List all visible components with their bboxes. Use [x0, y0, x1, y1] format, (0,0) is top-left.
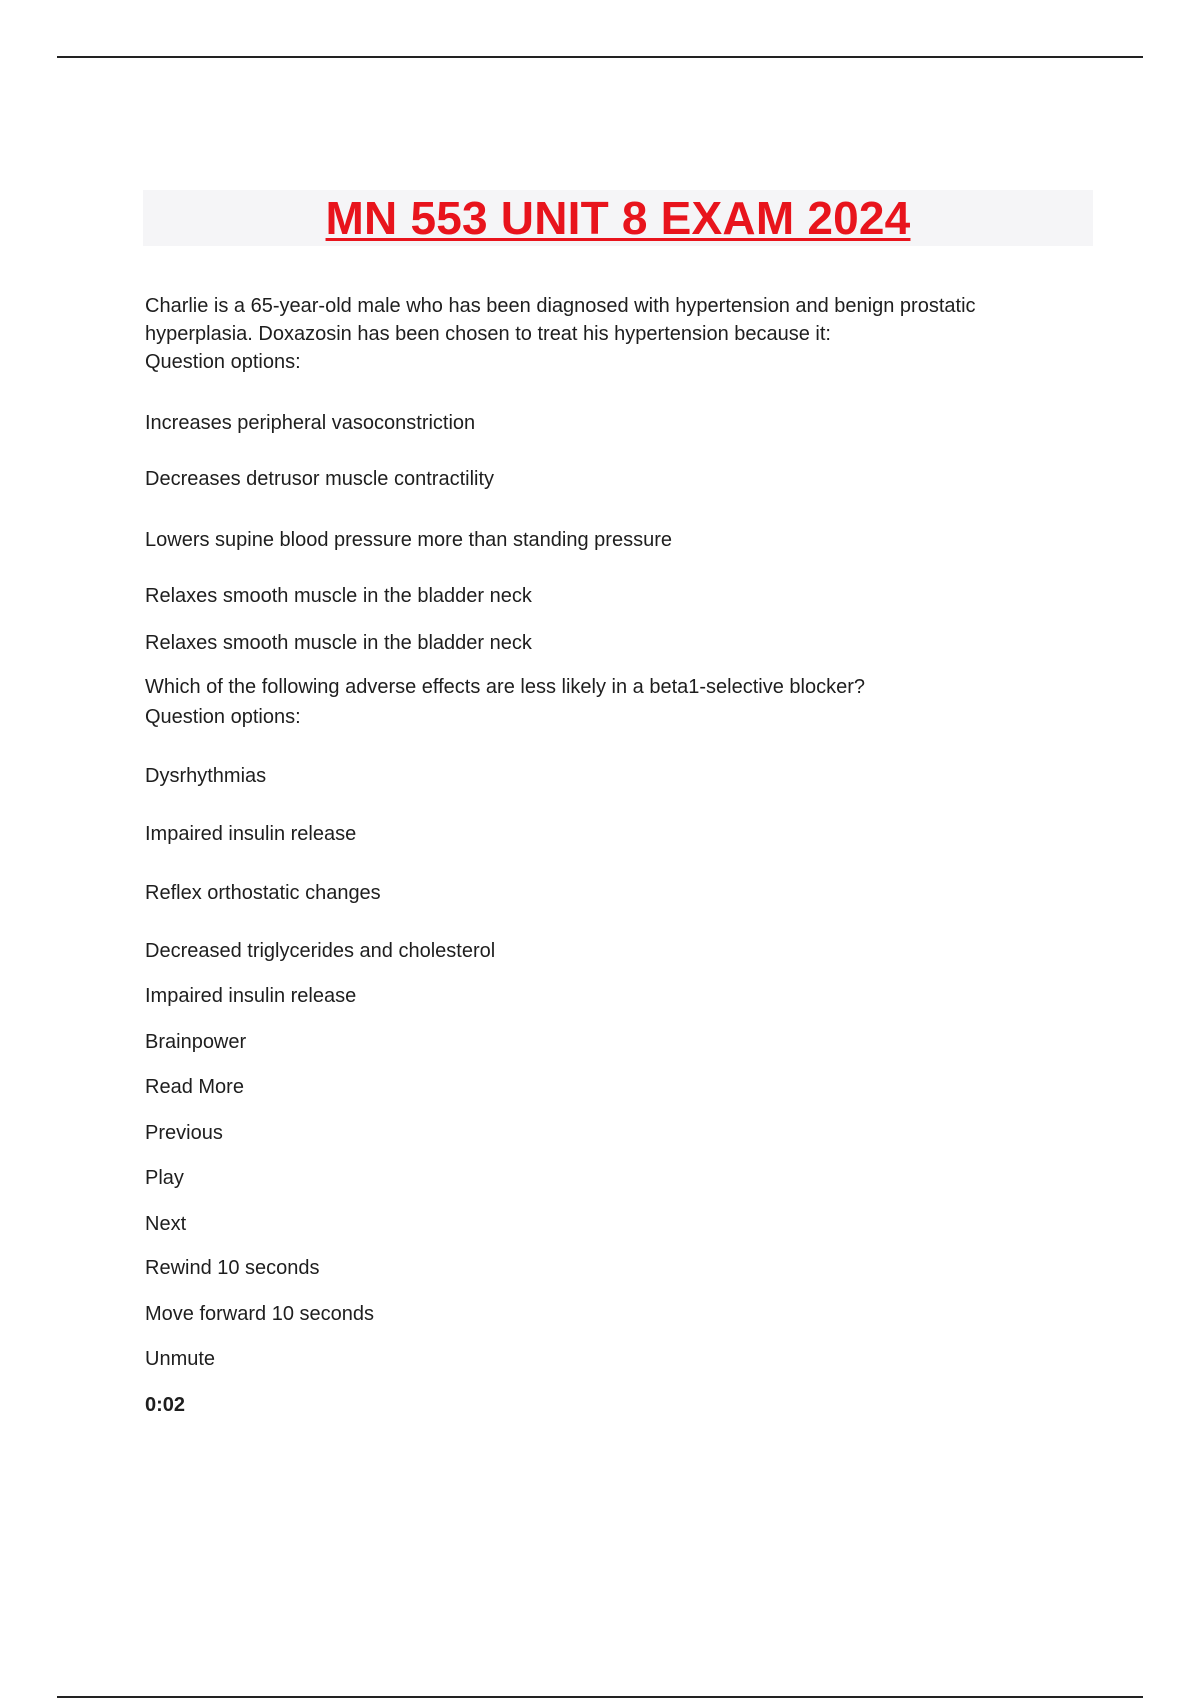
question-1-option: Decreases detrusor muscle contractility — [145, 468, 495, 490]
next-button[interactable]: Next — [145, 1213, 187, 1235]
player-brand-text: Brainpower — [145, 1031, 247, 1053]
bottom-rule — [57, 1696, 1143, 1698]
question-1-option: Increases peripheral vasoconstriction — [145, 412, 476, 434]
question-2-option: Impaired insulin release — [145, 823, 357, 845]
question-2-option: Decreased triglycerides and cholesterol — [145, 940, 496, 962]
question-1-options-label: Question options: — [145, 351, 301, 373]
question-2-option: Dysrhythmias — [145, 765, 267, 787]
top-rule — [57, 56, 1143, 58]
title-band — [143, 190, 1093, 246]
question-1-answer: Relaxes smooth muscle in the bladder neck — [145, 632, 532, 654]
question-2-stem: Which of the following adverse effects are less likely in a beta1-selective blocker? — [145, 676, 865, 698]
rewind-button[interactable]: Rewind 10 seconds — [145, 1257, 320, 1279]
question-2-options-label: Question options: — [145, 706, 301, 728]
question-1-option: Lowers supine blood pressure more than standing pressure — [145, 529, 672, 551]
question-1-stem-line-1: Charlie is a 65-year-old male who has been diagnosed with hypertension and benign prostatic — [145, 295, 976, 317]
previous-button[interactable]: Previous — [145, 1122, 223, 1144]
question-2-answer: Impaired insulin release — [145, 985, 357, 1007]
document-title: MN 553 UNIT 8 EXAM 2024 — [325, 192, 911, 244]
player-time: 0:02 — [145, 1394, 186, 1416]
unmute-button[interactable]: Unmute — [145, 1348, 216, 1370]
forward-button[interactable]: Move forward 10 seconds — [145, 1303, 375, 1325]
question-1-option: Relaxes smooth muscle in the bladder neck — [145, 585, 532, 607]
play-button[interactable]: Play — [145, 1167, 184, 1189]
read-more-link[interactable]: Read More — [145, 1076, 244, 1098]
question-2-option: Reflex orthostatic changes — [145, 882, 381, 904]
question-1-stem-line-2: hyperplasia. Doxazosin has been chosen to treat his hypertension because it: — [145, 323, 831, 345]
